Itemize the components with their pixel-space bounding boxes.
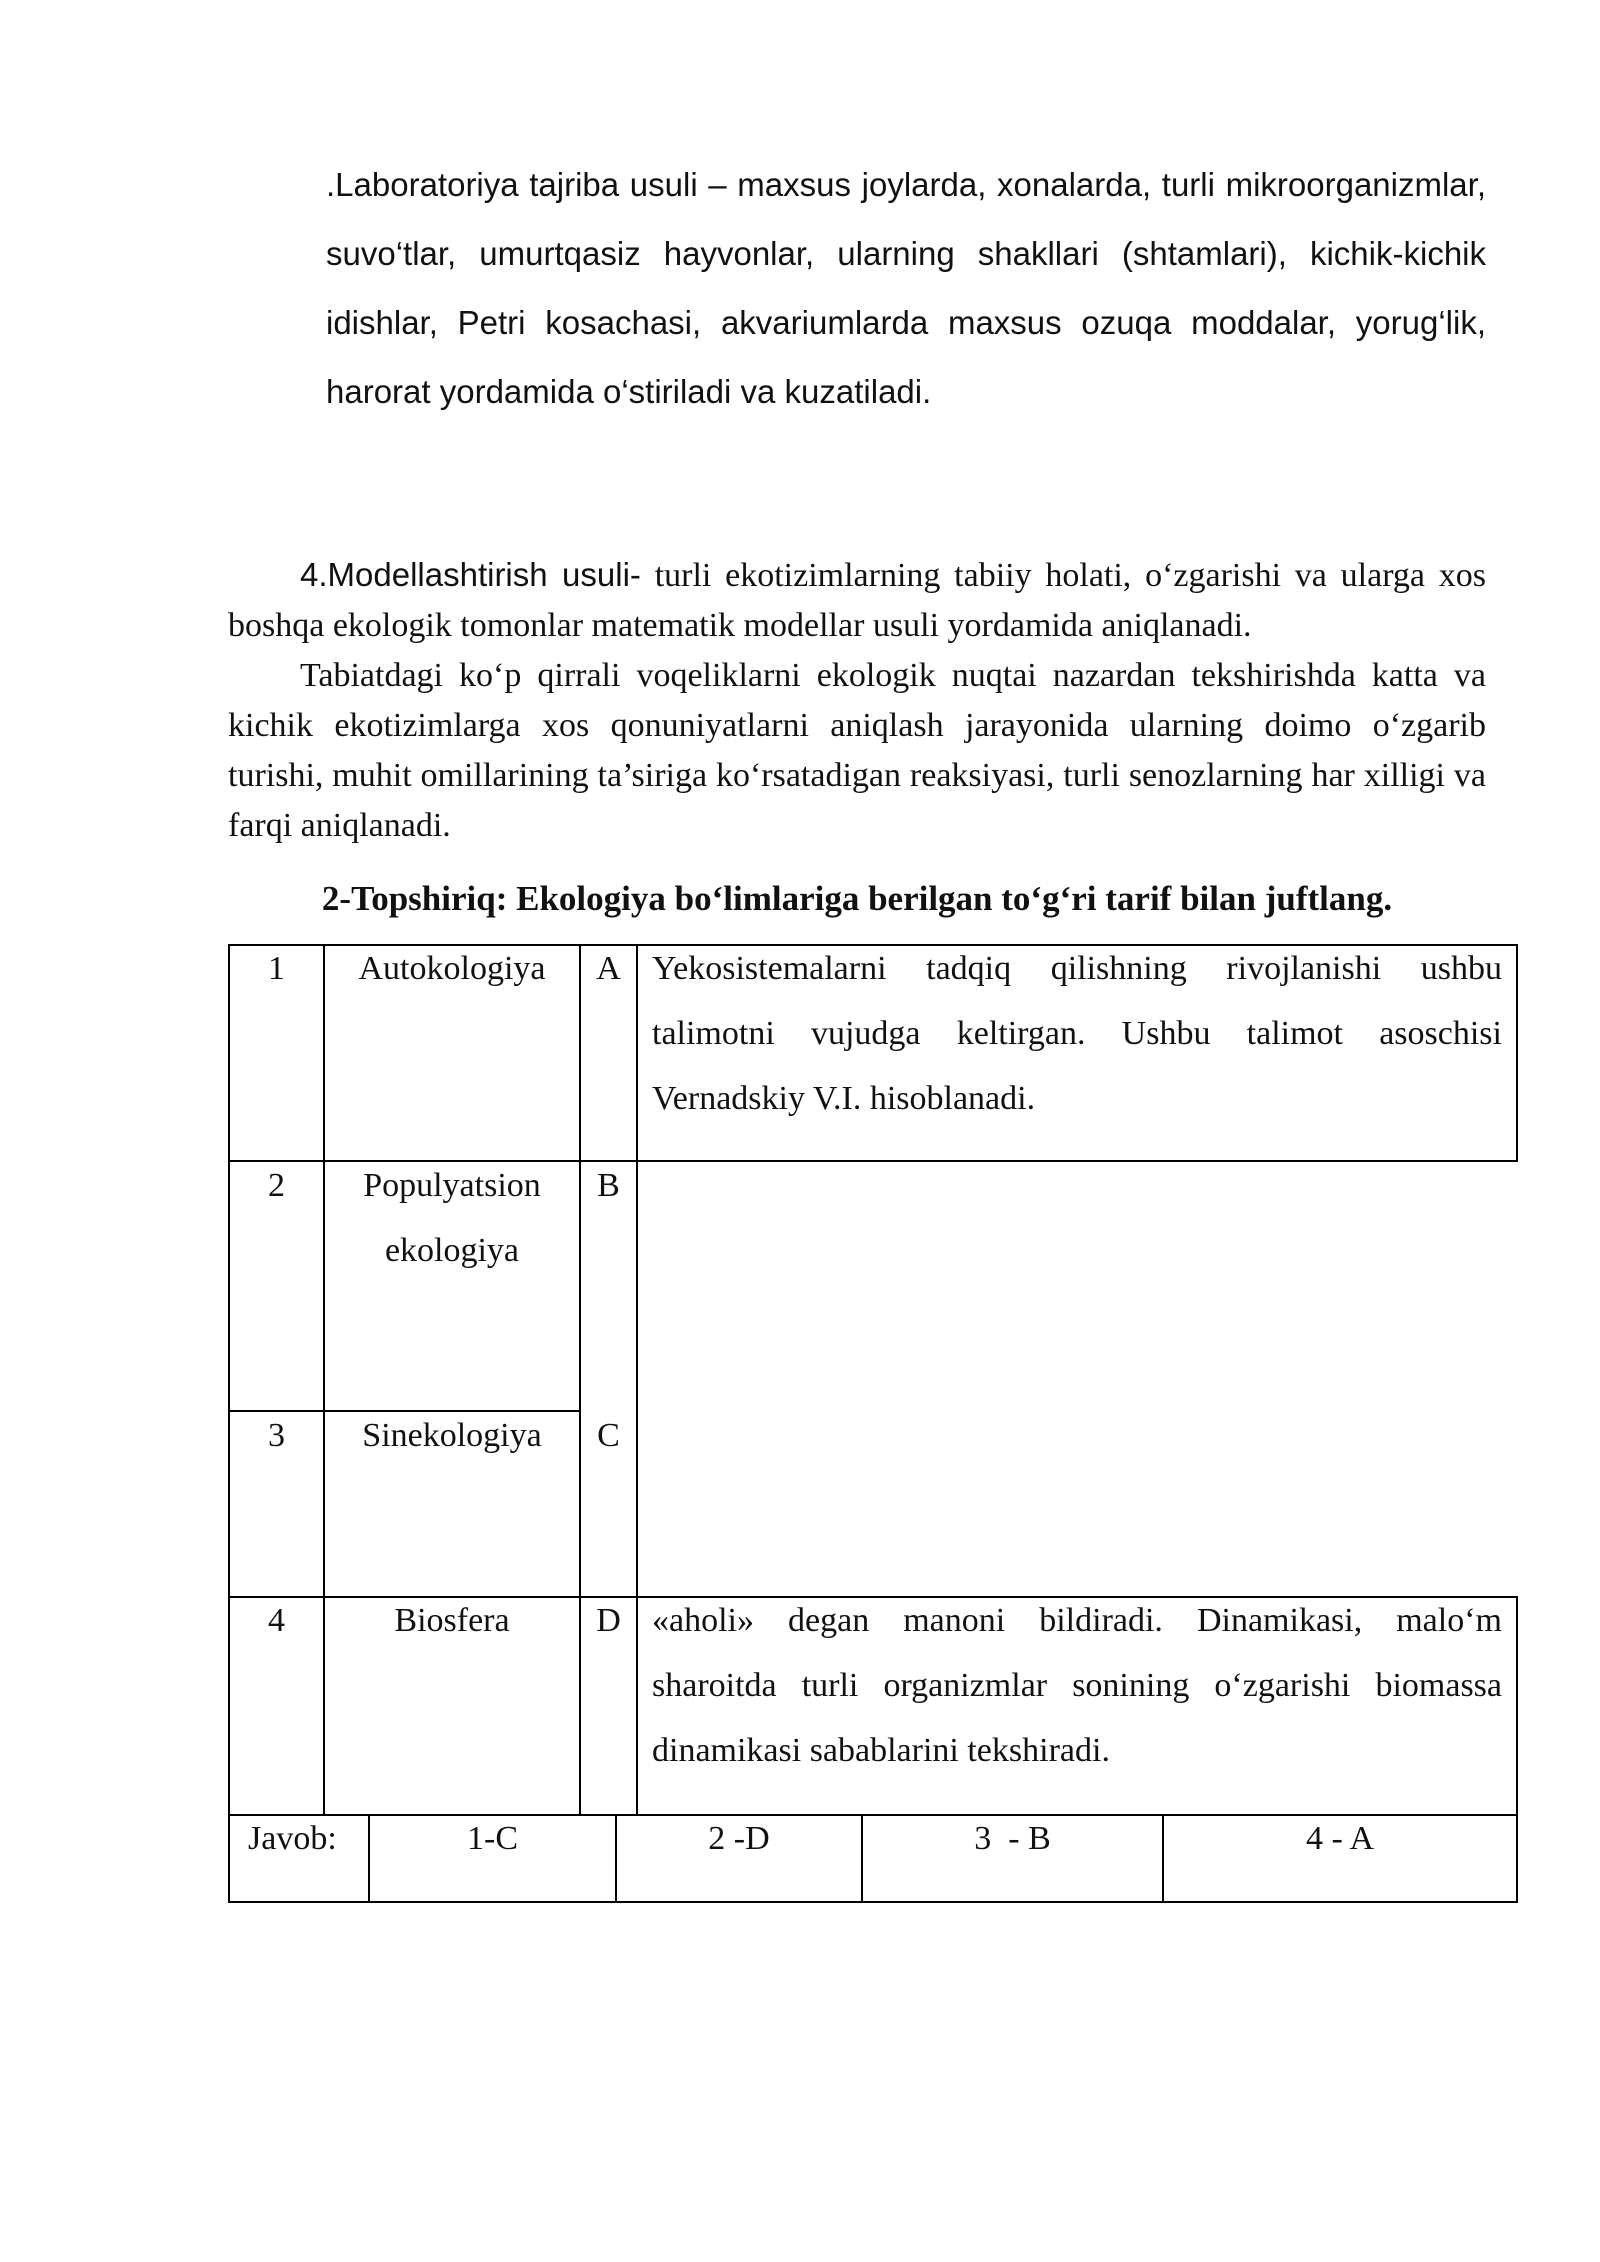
- table-cell-letter: A: [596, 950, 621, 987]
- answer-label: Javob:: [248, 1820, 337, 1857]
- table-cell-number: 3: [268, 1417, 285, 1454]
- modelling-rest: turli ekotizimlarning tabiiy holati, o‘zgarishi va ularga xos boshqa ekologik tomonlar matematik modellar usuli yordamida aniqlanadi.: [228, 557, 1487, 644]
- table-border: [1516, 944, 1518, 1161]
- answer-value: 2 -D: [708, 1820, 770, 1857]
- task-heading: 2-Topshiriq: Ekologiya bo‘limlariga berilgan to‘g‘ri tarif bilan juftlang.: [321, 879, 1393, 918]
- modelling-paragraph: [228, 550, 1486, 651]
- table-cell-number: 1: [268, 950, 285, 987]
- table-border: [228, 1901, 1518, 1903]
- table-cell-term: Sinekologiya: [362, 1417, 542, 1454]
- answer-value: 4 - A: [1306, 1820, 1374, 1857]
- table-cell-letter: D: [596, 1602, 621, 1639]
- table-cell-term: Autokologiya: [358, 950, 546, 987]
- table-cell-term: Biosfera: [394, 1602, 510, 1639]
- lab-method-paragraph: .Laboratoriya tajriba usuli – maxsus joylarda, xonalarda, turli mikroorganizmlar, suvo‘tlar, umurtqasiz hayvonlar, ularning shakllari (shtamlari), kichik-kichik idishlar, Petri kosachasi, akvariumlarda maxsus ozuqa moddalar, yorug‘lik, harorat yordamida o‘stiriladi va kuzatiladi.: [326, 166, 1486, 410]
- table-cell-definition: Yekosistemalarni tadqiq qilishning rivojlanishi ushbu talimotni vujudga keltirgan. Ushbu talimot asoschisi Vernadskiy V.I. hisoblanadi.: [652, 950, 1502, 1117]
- table-cell-number: 4: [268, 1602, 285, 1639]
- table-border: [579, 944, 581, 1815]
- table-border: [637, 1160, 1518, 1162]
- table-cell-definition: «aholi» degan manoni bildiradi. Dinamikasi, malo‘m sharoitda turli organizmlar sonining o‘zgarishi biomassa dinamikasi sabablarini tekshiradi.: [652, 1602, 1502, 1769]
- table-border: [636, 944, 638, 1815]
- table-cell-letter: B: [597, 1167, 620, 1204]
- table-cell-number: 2: [268, 1167, 285, 1204]
- table-cell-term: Populyatsion ekologiya: [363, 1167, 541, 1269]
- methods-text-block: [228, 550, 1486, 851]
- answer-value: 1-C: [467, 1820, 518, 1857]
- table-border: [323, 944, 325, 1815]
- table-cell-letter: C: [597, 1417, 620, 1454]
- answer-value: 3 - B: [974, 1820, 1051, 1857]
- nature-paragraph: Tabiatdagi ko‘p qirrali voqeliklarni ekologik nuqtai nazardan tekshirishda katta va kichik ekotizimlarga xos qonuniyatlarni aniqlash jarayonida ularning doimo o‘zgarib turishi, muhit omillarining ta’siriga ko‘rsatadigan reaksiyasi, turli senozlarning har xilligi va farqi aniqlanadi.: [228, 657, 1486, 844]
- table-border: [1516, 1596, 1518, 1903]
- modelling-lead: 4.Modellashtirish usuli-: [300, 556, 641, 593]
